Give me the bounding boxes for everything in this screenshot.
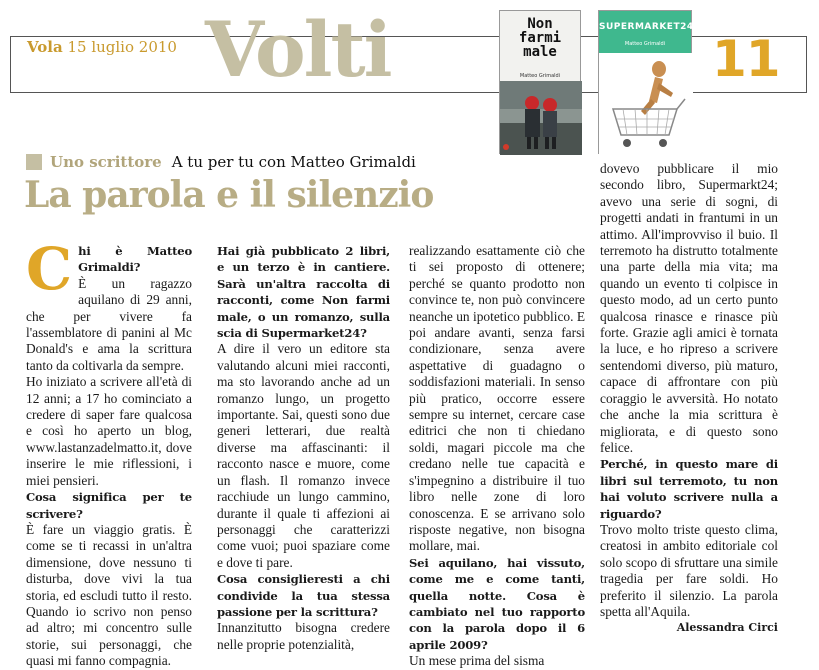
publication-date [27, 38, 177, 56]
dropcap: C [26, 235, 73, 303]
question: Perché, in questo mare di libri sul terremoto, tu non hai voluto scrivere nulla a riguardo? [600, 457, 778, 521]
page-number: 11 [712, 30, 780, 88]
answer: È fare un viaggio gratis. È come se ti recassi in un'altra dimensione, dove nessuno ti disturba, dove vivi la tua storia, ed escludi tutto il resto. Quando io scrivo non penso ad altro; mi concentro sulle storie, sui personaggi, che quasi mi fanno compagnia. [26, 521, 192, 669]
answer: Trovo molto triste questo clima, creatosi in ambito editoriale col solo scopo di sfruttare una simile tragedia per fare soldi. Ho preferito il silenzio. La parola spetta all'Aquila. [600, 521, 778, 619]
answer: È un ragazzo aquilano di 29 anni, che per vivere fa l'assemblatore di panini al Mc Donald's e ama la scrittura tanto da coltivarla da sempre. [26, 275, 192, 373]
children-photo-image [500, 81, 582, 155]
book-title [500, 17, 580, 59]
book-title: SUPERMARKET24 [599, 22, 694, 32]
book-cover-non-farmi-male [499, 10, 581, 154]
article-column-4 [600, 161, 778, 647]
issue-date: 15 luglio 2010 [67, 38, 177, 56]
answer: A dire il vero un editore sta valutando alcuni miei racconti, ma sto lavorando anche ad un romanzo lungo, un progetto importante. Sai, questi sono due generi letterari, due realtà diverse ma affascinanti: il racconto nasce e muore, come un flash. Il romanzo invece racchiude un lungo cammino, durante il quale ti affezioni ai personaggi che caratterizzi come vuoi; puoi spaziare come e dove ti pare. [217, 341, 390, 570]
answer: realizzando esattamente ciò che ti sei proposto di ottenere; perché se quanto prodotto non convince te, non può convincere neanche un ipotetico pubblico. E poi andare avanti, senza farsi condizionare, senza avere aspettative di guadagno o soddisfazioni materiali. In senso più pratico, occorre essere sempre su internet, cercare case editrici che non ti chiedano soldi, magari piccole ma che credano nelle tue capacità e s'impegnino a distribuire il tuo libro nelle zone di loro conoscenza. E se arrivano solo risposte negative, non bisogna mollare, mai. [409, 243, 585, 554]
author-signature: Alessandra Circi [676, 621, 778, 635]
question: hi è Matteo Grimaldi? [78, 244, 192, 275]
article-kicker [26, 152, 416, 172]
question: Cosa consiglieresti a chi condivide la tua stessa passione per la scrittura? [217, 572, 390, 619]
article-title: La parola e il silenzio [24, 174, 434, 216]
article-column-3 [409, 243, 585, 669]
question: Cosa significa per te scrivere? [26, 490, 192, 521]
book-title-line: farmi [518, 30, 562, 46]
shopping-cart-figure-image [599, 53, 693, 155]
answer: Innanzitutto bisogna credere nelle proprie potenzialità, [217, 620, 390, 652]
book-title-line: Non [527, 16, 553, 32]
article-column-1 [26, 235, 192, 669]
question: Sei aquilano, hai vissuto, come me e come tanti, quella notte. Cosa è cambiato nel tuo rapporto con la parola dopo il 6 aprile 2009? [409, 555, 585, 652]
kicker-subtitle: A tu per tu con Matteo Grimaldi [171, 153, 416, 171]
kicker-label: Uno scrittore [50, 153, 162, 171]
article-column-2 [217, 243, 390, 652]
book-cover-supermarket24 [598, 10, 692, 154]
masthead [0, 0, 819, 120]
book-author: Matteo Grimaldi [519, 73, 561, 79]
answer: dovevo pubblicare il mio secondo libro, Supermarkt24; avevo una serie di sogni, di progetti andati in frantumi in un attimo. All'improvviso il buio. Il terremoto ha distrutto totalmente una parte della mia vita; ma quando un evento ti colpisce in questo modo, ad un certo punto qualcosa rinasce e rinasce più forte. Grazie agli amici è tornata la luce, e ho ripreso a scrivere sentendomi diverso, più maturo, capace di affrontare con più coraggio le avversità. Ho notato che anche la mia scrittura è migliorata, e di questo sono felice. [600, 161, 778, 455]
book-author: Matteo Grimaldi [624, 41, 666, 47]
header-right-rule [806, 36, 807, 93]
header-left-rule [10, 36, 11, 93]
book-title-line: male [523, 44, 557, 60]
question: Hai già pubblicato 2 libri, e un terzo è in cantiere. Sarà un'altra raccolta di racconti, come Non farmi male, o un romanzo, sulla scia di Supermarket24? [217, 244, 390, 341]
kicker-square-icon [26, 154, 42, 170]
answer: Ho iniziato a scrivere all'età di 12 anni; a 17 ho cominciato a credere di saper fare qualcosa e così ho aperto un blog, www.lastanzadelmatto.it, dove inserire le mie riflessioni, i miei pensieri. [26, 374, 192, 488]
answer: Un mese prima del sisma [409, 653, 545, 669]
publication-name: Vola [27, 38, 63, 56]
section-title: Volti [205, 5, 391, 94]
